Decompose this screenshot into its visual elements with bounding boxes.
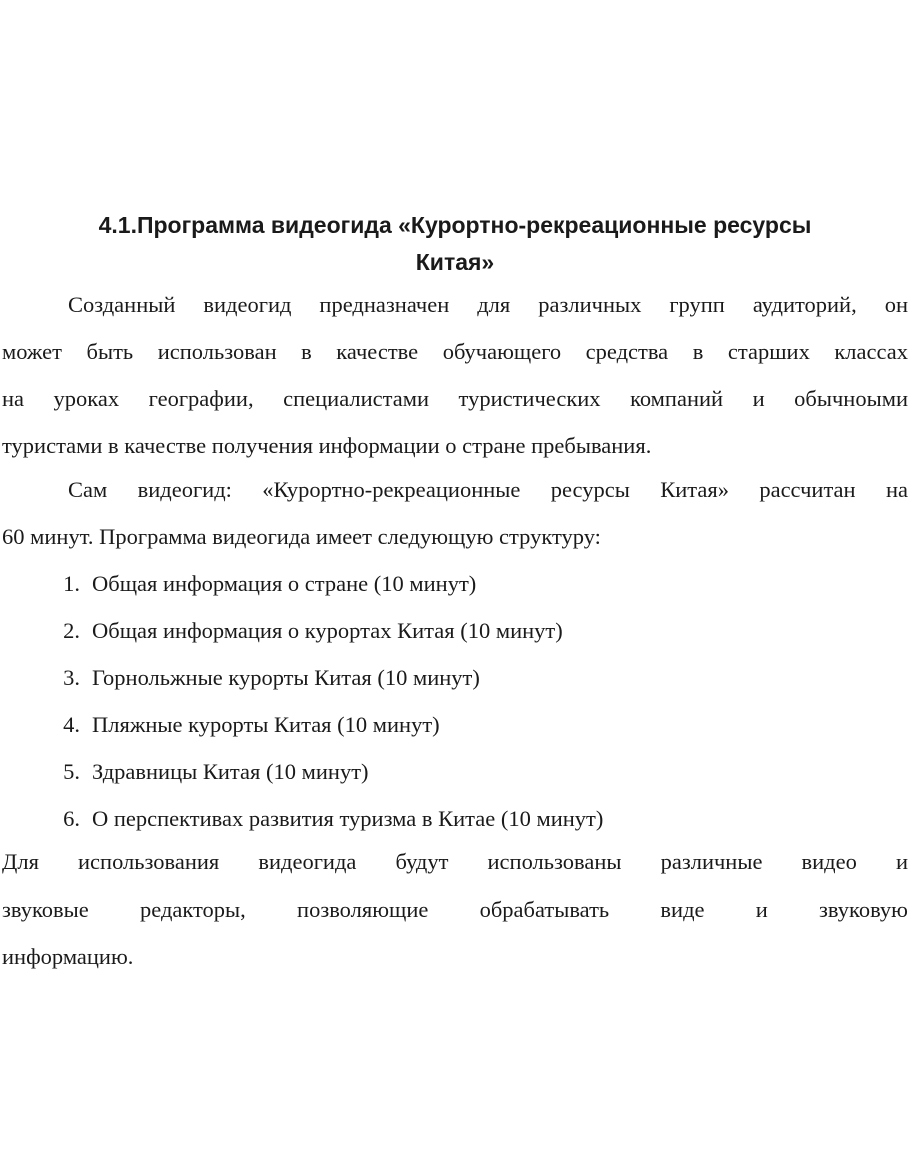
paragraph-line: звуковые редакторы, позволяющие обрабатывать виде и звуковую (2, 896, 908, 922)
paragraph-line: Сам видеогид: «Курортно-рекреационные ресурсы Китая» рассчитан на (68, 477, 908, 502)
program-structure-list (0, 560, 603, 842)
list-item-text: Общая информация о курортах Китая (10 минут) (92, 618, 563, 643)
paragraph-line: информацию. (2, 944, 134, 969)
section-heading (0, 207, 910, 281)
list-item-number: 1. (63, 571, 80, 596)
paragraph-line: 60 минут. Программа видеогида имеет следующую структуру: (2, 524, 601, 549)
heading-line-1: 4.1.Программа видеогида «Курортно-рекреационные ресурсы (98, 212, 812, 238)
list-item-text: Пляжные курорты Китая (10 минут) (92, 712, 440, 737)
paragraph-line: Созданный видеогид предназначен для различных групп аудиторий, он (68, 292, 908, 317)
paragraph-line: туристами в качестве получения информации о стране пребывания. (2, 433, 652, 458)
list-item-number: 2. (63, 618, 80, 643)
paragraph-intro (2, 281, 908, 469)
list-item-number: 4. (63, 712, 80, 737)
list-item-number: 6. (63, 806, 80, 831)
list-item (0, 748, 603, 795)
paragraph-structure (2, 466, 908, 560)
paragraph-line: на уроках географии, специалистами туристических компаний и обычноыми (2, 386, 908, 411)
list-item-text: Горнольжные курорты Китая (10 минут) (92, 665, 480, 690)
list-item-number: 5. (63, 759, 80, 784)
list-item (0, 607, 603, 654)
list-item-text: О перспективах развития туризма в Китае (10 минут) (92, 806, 604, 831)
list-item (0, 560, 603, 607)
list-item-text: Общая информация о стране (10 минут) (92, 571, 477, 596)
list-item-text: Здравницы Китая (10 минут) (92, 759, 369, 784)
list-item (0, 654, 603, 701)
paragraph-line: Для использования видеогида будут использованы различные видео и (2, 849, 908, 874)
heading-line-2: Китая» (415, 249, 495, 275)
list-item (0, 701, 603, 748)
list-item-number: 3. (63, 665, 80, 690)
paragraph-tools (2, 838, 908, 981)
list-item (0, 795, 603, 842)
paragraph-line: может быть использован в качестве обучающего средства в старших классах (2, 339, 908, 364)
